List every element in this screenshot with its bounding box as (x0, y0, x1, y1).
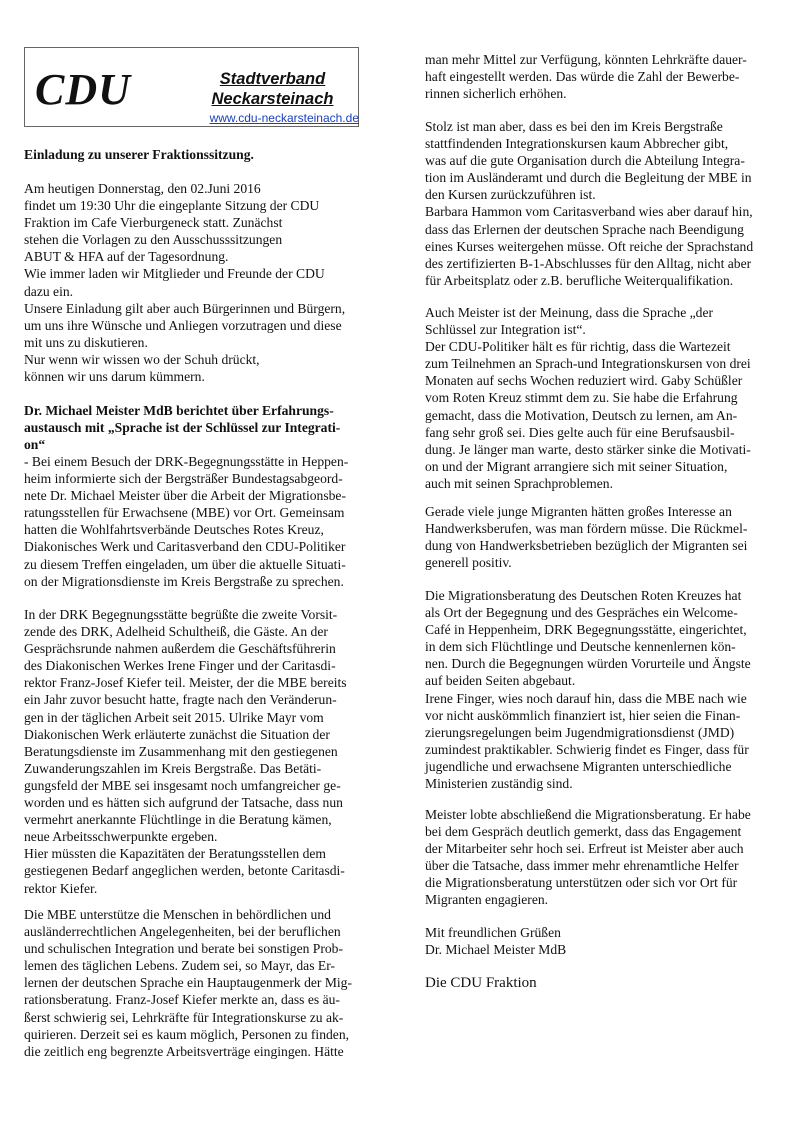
text-line: dung. Je länger man warte, desto stärker sinke die Motivati- (425, 441, 751, 457)
text-line: Irene Finger, wies noch darauf hin, dass die MBE nach wie (425, 690, 747, 706)
text-line: Barbara Hammon vom Caritasverband wies aber darauf hin, (425, 204, 753, 220)
text-line: ABUT & HFA auf der Tagesordnung. (24, 249, 229, 265)
text-line: Diakonischen Werk erläuterte zunächst die Situation der (24, 726, 330, 742)
org-name (190, 69, 355, 109)
text-line: austausch mit „Sprache ist der Schlüssel zur Integrati- (24, 420, 341, 436)
text-line: dass das Erlernen der deutschen Sprache nach Beendigung (425, 221, 744, 237)
text-line: rektor Kiefer. (24, 880, 98, 896)
text-line: nen. Durch die Begegnungen würden Vorurteile und Ängste (425, 656, 751, 672)
text-line: tion im Ausländeramt und durch die Begleitung der MBE in (425, 170, 752, 186)
text-line: haft eingestellt werden. Das würde die Zahl der Bewerbe- (425, 69, 740, 85)
text-line: zu diesem Treffen eingeladen, um über die aktuelle Situati- (24, 556, 346, 572)
text-line: Auch Meister ist der Meinung, dass die Sprache „der (425, 305, 714, 320)
text-line: on“ (24, 437, 46, 453)
text-line: ratungsstellen für Erwachsene (MBE) vor Ort. Gemeinsam (24, 505, 345, 521)
text-line: Monaten auf sechs Wochen reduziert wird. Gaby Schüßler (425, 373, 743, 389)
text-line: dazu ein. (24, 283, 74, 299)
text-line: auf beiden Seiten abgebaut. (425, 673, 576, 689)
text-line: Handwerksberufen, was man fördern müsse. Die Rückmel- (425, 521, 748, 537)
text-line: hatten die Wohlfahrtsverbände Deutsches Rotes Kreuz, (24, 522, 324, 538)
text-line: fang sehr groß sei. Dies gelte auch für eine Berufsausbil- (425, 424, 735, 440)
text-line: Gesprächsrunde nahmen außerdem die Geschäftsführerin (24, 641, 336, 657)
text-line: Nur wenn wir wissen wo der Schuh drückt, (24, 351, 260, 367)
text-line: on und der Migrant arrangiere sich mit seiner Situation, (425, 458, 728, 474)
text-line: nete Dr. Michael Meister über die Arbeit der Migrationsbe- (24, 488, 346, 504)
text-line: Beratungsdienste im Zusammenhang mit den gestiegenen (24, 743, 338, 759)
text-line: ein Jahr zuvor besucht hatte, fragte nach den Veränderun- (24, 692, 337, 708)
text-line: auch mit seinen Sprachproblemen. (425, 475, 613, 491)
text-line: Der CDU-Politiker hält es für richtig, dass die Wartezeit (425, 339, 731, 355)
text-line: als Ort der Begegnung und des Gespräches ein Welcome- (425, 605, 738, 621)
text-line: neue Arbeitsschwerpunkte ergeben. (24, 829, 218, 845)
greeting (425, 924, 566, 958)
text-line: was auf die gute Organisation durch die Abteilung Integra- (425, 153, 745, 169)
header-box (24, 47, 359, 127)
text-line: vor nicht auskömmlich finanziert ist, hier seien die Finan- (425, 707, 741, 723)
closing-signature: Die CDU Fraktion (425, 975, 537, 991)
text-line: Mit freundlichen Grüßen (425, 925, 561, 940)
text-line: mit uns zu diskutieren. (24, 334, 148, 350)
text-line: worden und es hätten sich aufgrund der Tatsache, dass nun (24, 795, 343, 811)
text-line: rationsberatung. Franz-Josef Kiefer merkte an, dass es äu- (24, 992, 340, 1008)
text-line: und schulischen Integration und berate bei sonstigen Prob- (24, 941, 344, 957)
text-line: Fraktion im Cafe Vierburgeneck statt. Zunächst (24, 215, 283, 231)
cdu-logo: CDU (35, 65, 131, 114)
text-line: lernen der deutschen Sprache ein Hauptaugenmerk der Mig- (24, 975, 353, 991)
article-paragraph (425, 118, 753, 289)
text-line: können wir uns darum kümmern. (24, 369, 205, 385)
text-line: findet um 19:30 Uhr die eingeplante Sitzung der CDU (24, 198, 320, 214)
text-line: den Kursen zurückzuführen ist. (425, 187, 596, 203)
text-line: des Diakonischen Werkes Irene Finger und der Caritasdi- (24, 658, 336, 674)
text-line: in dem sich Flüchtlinge und Deutsche kennenlernen kön- (425, 639, 736, 655)
text-line: eines Kurses weitergehen müsse. Oft reiche der Sprachstand (425, 238, 754, 254)
text-line: Stolz ist man aber, dass es bei den im Kreis Bergstraße (425, 119, 723, 134)
text-line: Unsere Einladung gilt aber auch Bürgerinnen und Bürgern, (24, 300, 346, 316)
article-paragraph (425, 503, 747, 571)
text-line: Dr. Michael Meister MdB (425, 942, 567, 958)
text-line: gestiegenen Bedarf angeglichen werden, betonte Caritasdi- (24, 863, 345, 879)
text-line: - Bei einem Besuch der DRK-Begegnungsstätte in Heppen- (24, 454, 349, 469)
article-paragraph (425, 587, 751, 792)
text-line: ausländerrechtlichen Angelegenheiten, bei der beruflichen (24, 924, 341, 940)
text-line: rektor Franz-Josef Kiefer teil. Meister, der die MBE bereits (24, 675, 347, 691)
text-line: Migranten engagieren. (425, 892, 549, 908)
text-line: Die Migrationsberatung des Deutschen Roten Kreuzes hat (425, 588, 742, 603)
text-line: zende des DRK, Adelheid Schultheiß, die Gäste. An der (24, 624, 328, 640)
text-line: gungsfeld der MBE sei insgesamt noch umfangreicher ge- (24, 777, 341, 793)
text-line: man mehr Mittel zur Verfügung, könnten Lehrkräfte dauer- (425, 52, 747, 67)
text-line: die Migrationsberatung unterstützen oder sich vor Ort für (425, 875, 738, 891)
article-paragraph (24, 453, 348, 590)
text-line: Hier müssten die Kapazitäten der Beratungsstellen dem (24, 846, 326, 862)
text-line: Meister lobte abschließend die Migrationsberatung. Er habe (425, 807, 751, 822)
text-line: zierungsregelungen beim Jugendmigrationsdienst (JMD) (425, 724, 735, 740)
text-line: Schlüssel zur Integration ist“. (425, 322, 586, 338)
text-line: ßerst schwierig sei, Lehrkräfte für Integrationskurse zu ak- (24, 1009, 344, 1025)
text-line: Ministerien zuständig sind. (425, 776, 573, 792)
text-line: jugendliche und erwachsene Migranten unterschiedliche (425, 758, 732, 774)
text-line: um uns ihre Wünsche und Anliegen vorzutragen und diese (24, 317, 342, 333)
text-line: gen in der täglichen Arbeit seit 2015. Ulrike Mayr vom (24, 709, 324, 725)
text-line: gemacht, dass die Motivation, Deutsch zu lernen, am An- (425, 407, 738, 423)
text-line: vom Roten Kreuz stimmt dem zu. Sie habe die Erfahrung (425, 390, 738, 406)
text-line: Gerade viele junge Migranten hätten großes Interesse an (425, 504, 732, 519)
text-line: lemen des täglichen Lebens. Zudem sei, so Mayr, das Er- (24, 958, 335, 974)
article-paragraph (425, 51, 747, 102)
text-line: Dr. Michael Meister MdB berichtet über Erfahrungs- (24, 403, 334, 418)
text-line: Wie immer laden wir Mitglieder und Freunde der CDU (24, 266, 325, 282)
text-line: Diakonisches Werk und Caritasverband den CDU-Politiker (24, 539, 346, 555)
text-line: über die Tatsache, dass immer mehr ehrenamtliche Helfer (425, 858, 739, 874)
text-line: Die MBE unterstütze die Menschen in behördlichen und (24, 907, 331, 922)
text-line: stattfindenden Integrationskursen kaum Abbrecher gibt, (425, 136, 729, 152)
text-line: heim informierte sich der Bergsträßer Bundestagsabgeord- (24, 471, 343, 487)
text-line: Zuwanderungszahlen im Kreis Bergstraße. Das Betäti- (24, 760, 322, 776)
invitation-title: Einladung zu unserer Fraktionssitzung. (24, 147, 254, 162)
text-line: In der DRK Begegnungsstätte begrüßte die zweite Vorsit- (24, 607, 338, 622)
article-paragraph (24, 606, 347, 897)
text-line: on der Migrationsdienste im Kreis Bergstraße zu sprechen. (24, 573, 344, 589)
org-name-line-2: Neckarsteinach (211, 90, 334, 108)
text-line: der Mitarbeiter sehr hoch sei. Erfreut ist Meister aber auch (425, 841, 744, 857)
text-line: die zeitlich eng begrenzte Arbeitsverträge eingingen. Hätte (24, 1043, 344, 1059)
article-paragraph (425, 304, 751, 492)
text-line: zum Teilnehmen an Sprach-und Integrationskursen von drei (425, 356, 751, 372)
text-line: generell positiv. (425, 555, 512, 571)
text-line: bei dem Gespräch deutlich gemerkt, dass das Engagement (425, 824, 742, 840)
text-line: zumindest praktikabler. Schwierig findet es Finger, dass für (425, 741, 749, 757)
invitation-body (24, 180, 345, 385)
org-name-line-1: Stadtverband (219, 70, 326, 88)
text-line: für Arbeitsplatz oder z.B. berufliche Weiterqualifikation. (425, 272, 734, 288)
website-link[interactable]: www.cdu-neckarsteinach.de (209, 111, 359, 125)
text-line: des zertifizierten B-1-Abschlusses für den Alltag, nicht aber (425, 255, 752, 271)
text-line: stehen die Vorlagen zu den Ausschusssitzungen (24, 232, 283, 248)
text-line: rinnen sicherlich erhöhen. (425, 86, 567, 102)
text-line: dung von Handwerksbetrieben bezüglich der Migranten sei (425, 538, 748, 554)
article-heading (24, 402, 340, 453)
article-paragraph (425, 806, 751, 909)
text-line: Café in Heppenheim, DRK Begegnungsstätte, eingerichtet, (425, 622, 747, 638)
text-line: quirieren. Derzeit sei es kaum möglich, Personen zu finden, (24, 1026, 350, 1042)
text-line: vermehrt anerkannte Flüchtlinge in die Beratung kämen, (24, 812, 332, 828)
article-paragraph (24, 906, 352, 1060)
text-line: Am heutigen Donnerstag, den 02.Juni 2016 (24, 181, 261, 196)
